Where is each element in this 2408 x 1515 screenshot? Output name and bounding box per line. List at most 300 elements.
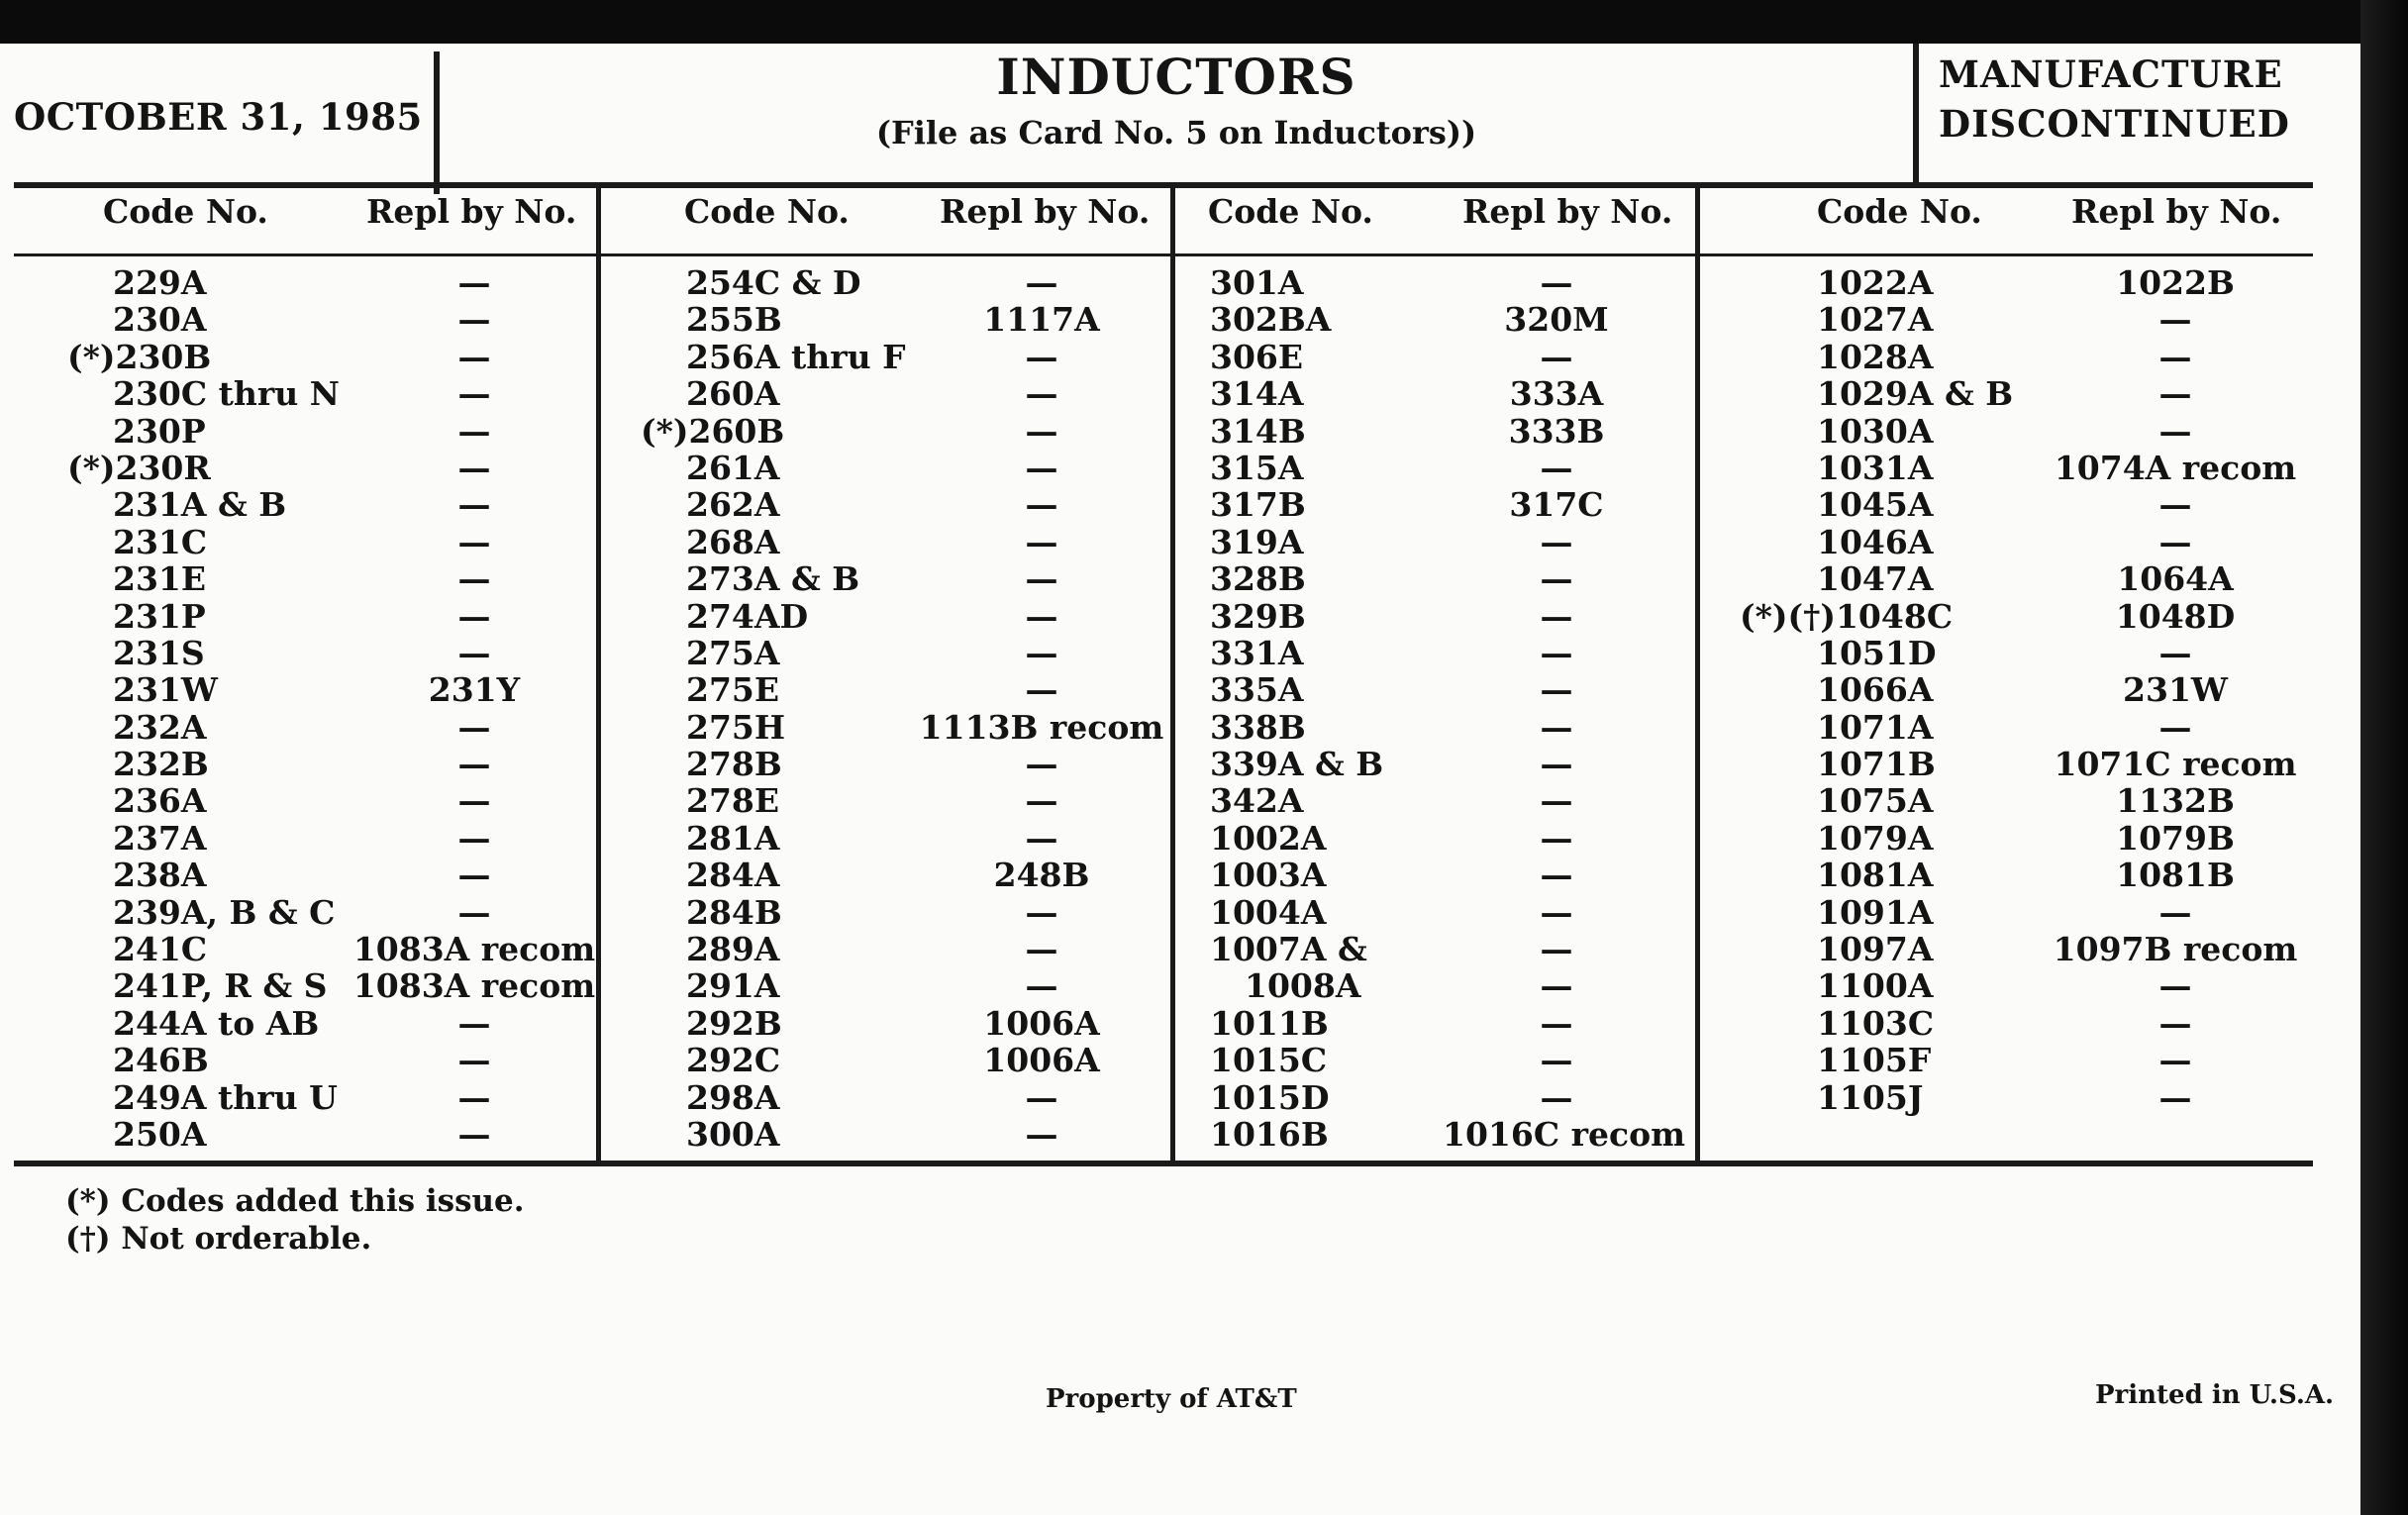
code-cell: 260A	[686, 374, 780, 414]
code-cell: 1031A	[1817, 448, 1934, 487]
code-cell: 254C & D	[686, 263, 861, 302]
code-cell: 1051D	[1817, 633, 1937, 672]
repl-cell: 1006A	[983, 1041, 1100, 1080]
code-cell: 1091A	[1817, 892, 1934, 932]
repl-cell: —	[1540, 1041, 1573, 1080]
table-row	[601, 781, 1170, 821]
table-row	[1700, 263, 2314, 300]
table-row	[1700, 1041, 2314, 1080]
table-row	[601, 930, 1170, 969]
repl-cell: —	[457, 522, 491, 561]
repl-cell: 317C	[1509, 485, 1604, 525]
table-row	[1700, 374, 2314, 414]
table-row	[14, 338, 596, 374]
code-cell: 238A	[113, 856, 207, 895]
code-cell: 314A	[1210, 374, 1304, 414]
repl-cell: —	[2158, 411, 2192, 451]
table-row	[1700, 559, 2314, 599]
repl-cell: 1006A	[983, 1003, 1100, 1043]
code-cell: 250A	[113, 1114, 207, 1154]
code-cell: 232A	[113, 707, 207, 747]
repl-cell: —	[2158, 707, 2192, 747]
table-row	[1700, 300, 2314, 340]
table-row	[1175, 745, 1695, 784]
table-row	[14, 1115, 596, 1152]
code-cell: 1047A	[1817, 559, 1934, 599]
repl-cell: 231Y	[428, 670, 521, 710]
table-row	[601, 819, 1170, 856]
code-cell: (*)(†)1048C	[1740, 596, 1954, 636]
code-cell: 1022A	[1817, 263, 1934, 302]
code-cell: 1066A	[1817, 670, 1934, 710]
code-cell: 335A	[1210, 670, 1304, 710]
repl-cell: —	[1025, 930, 1058, 969]
table-row	[14, 263, 596, 300]
repl-cell: —	[457, 1003, 491, 1043]
repl-cell: 320M	[1504, 300, 1609, 340]
repl-cell: —	[457, 448, 491, 487]
code-cell: 1027A	[1817, 300, 1934, 340]
table-row	[601, 449, 1170, 485]
repl-cell: —	[2158, 522, 2192, 561]
table-bottom-rule	[14, 1161, 2313, 1166]
table-row	[1175, 485, 1695, 525]
repl-cell: —	[1540, 522, 1573, 561]
table-row	[1175, 930, 1695, 969]
repl-cell: —	[457, 1041, 491, 1080]
repl-cell: 1117A	[983, 300, 1100, 340]
repl-cell: —	[1540, 633, 1573, 672]
table-row	[14, 930, 596, 969]
header-divider-right	[1913, 44, 1919, 182]
repl-cell: —	[457, 485, 491, 525]
repl-cell: —	[457, 596, 491, 636]
code-cell: 1097A	[1817, 930, 1934, 969]
table-row	[601, 559, 1170, 599]
repl-cell: —	[1025, 485, 1058, 525]
code-cell: 298A	[686, 1077, 780, 1117]
repl-cell: —	[1025, 966, 1058, 1006]
table-row	[14, 966, 596, 1006]
repl-cell: 231W	[2123, 670, 2228, 710]
repl-cell: —	[1025, 374, 1058, 414]
repl-cell: —	[1540, 818, 1573, 858]
repl-cell: —	[1540, 856, 1573, 895]
code-cell: 229A	[113, 263, 207, 302]
code-cell: 1028A	[1817, 337, 1934, 376]
repl-cell: —	[2158, 966, 2192, 1006]
repl-cell: —	[1025, 781, 1058, 821]
repl-cell: —	[457, 300, 491, 340]
page-subtitle: (File as Card No. 5 on Inductors))	[875, 114, 1477, 152]
repl-cell: —	[1025, 892, 1058, 932]
header-rule	[14, 253, 2313, 256]
table-row	[14, 1078, 596, 1115]
table-row	[14, 300, 596, 340]
repl-cell: —	[457, 374, 491, 414]
table-row	[1175, 781, 1695, 821]
repl-cell: —	[1025, 670, 1058, 710]
code-cell: 1007A &	[1210, 930, 1367, 969]
table-row	[1700, 670, 2314, 710]
repl-cell: 333A	[1509, 374, 1604, 414]
code-cell: 275E	[686, 670, 780, 710]
repl-cell: —	[457, 707, 491, 747]
table-row	[1700, 819, 2314, 856]
code-cell: 1004A	[1210, 892, 1327, 932]
repl-cell: —	[2158, 892, 2192, 932]
table-row	[1700, 893, 2314, 930]
repl-cell: —	[457, 781, 491, 821]
table-row	[601, 374, 1170, 414]
code-cell: 1105J	[1817, 1077, 1924, 1117]
page-title: INDUCTORS	[996, 48, 1356, 106]
status-line-2: DISCONTINUED	[1939, 102, 2290, 146]
repl-cell: —	[1540, 1077, 1573, 1117]
repl-cell: 248B	[993, 856, 1090, 895]
repl-cell: —	[2158, 485, 2192, 525]
repl-cell: —	[457, 411, 491, 451]
code-cell: 230P	[113, 411, 206, 451]
code-cell: 278B	[686, 745, 782, 784]
code-cell: 275H	[686, 707, 786, 747]
repl-cell: —	[1025, 448, 1058, 487]
rows-col-4	[1700, 263, 2314, 1115]
table-top-rule	[14, 182, 2313, 188]
repl-cell: 1079B	[2116, 818, 2235, 858]
code-cell: 1071B	[1817, 745, 1936, 784]
table-row	[601, 263, 1170, 300]
table-row	[1700, 523, 2314, 559]
code-cell: 231W	[113, 670, 218, 710]
repl-cell: —	[1025, 633, 1058, 672]
table-row	[601, 412, 1170, 449]
repl-header: Repl by No.	[940, 192, 1151, 231]
code-cell: 1105F	[1817, 1041, 1932, 1080]
code-cell: 1103C	[1817, 1003, 1935, 1043]
table-row	[1175, 597, 1695, 634]
table-row	[1700, 412, 2314, 449]
code-cell: 274AD	[686, 596, 809, 636]
table-row	[1700, 708, 2314, 745]
code-cell: 315A	[1210, 448, 1304, 487]
table-row	[1700, 856, 2314, 895]
code-cell: 241C	[113, 930, 208, 969]
repl-cell: —	[2158, 633, 2192, 672]
repl-cell: —	[1540, 930, 1573, 969]
table-row	[601, 1004, 1170, 1041]
repl-cell: —	[1025, 559, 1058, 599]
table-row	[1175, 412, 1695, 449]
code-cell: 1016B	[1210, 1114, 1329, 1154]
property-notice: Property of AT&T	[1046, 1384, 1297, 1414]
repl-header: Repl by No.	[366, 192, 577, 231]
table-row	[601, 485, 1170, 525]
table-row	[1700, 1004, 2314, 1041]
table-row	[601, 893, 1170, 930]
repl-cell: 1074A recom	[2054, 448, 2297, 487]
table-row	[14, 597, 596, 634]
repl-cell: —	[457, 856, 491, 895]
table-row	[14, 634, 596, 670]
code-cell: 230C thru N	[113, 374, 340, 414]
code-cell: 284B	[686, 892, 782, 932]
code-cell: 1011B	[1210, 1003, 1329, 1043]
code-cell: 1075A	[1817, 781, 1934, 821]
repl-cell: —	[457, 745, 491, 784]
table-row	[1175, 559, 1695, 599]
code-header: Code No.	[1817, 192, 1982, 231]
code-cell: 328B	[1210, 559, 1306, 599]
repl-cell: —	[1025, 337, 1058, 376]
code-cell: 342A	[1210, 781, 1304, 821]
repl-cell: 1083A recom	[352, 930, 596, 969]
table-row	[1175, 856, 1695, 895]
table-row	[1175, 1041, 1695, 1080]
repl-cell: —	[457, 263, 491, 302]
table-row	[14, 485, 596, 525]
code-cell: 1029A & B	[1817, 374, 2014, 414]
code-cell: 1100A	[1817, 966, 1934, 1006]
table-row	[1175, 966, 1695, 1006]
table-row	[1700, 745, 2314, 784]
code-cell: 232B	[113, 745, 209, 784]
repl-cell: —	[1540, 596, 1573, 636]
code-cell: 331A	[1210, 633, 1304, 672]
table-row	[1175, 263, 1695, 300]
repl-cell: —	[1540, 263, 1573, 302]
code-cell: 231E	[113, 559, 207, 599]
repl-cell: —	[2158, 337, 2192, 376]
code-cell: 230A	[113, 300, 207, 340]
code-cell: 292C	[686, 1041, 781, 1080]
footnote-added: (*) Codes added this issue.	[65, 1183, 525, 1219]
code-cell: 1030A	[1817, 411, 1934, 451]
code-cell: 319A	[1210, 522, 1304, 561]
code-cell: 241P, R & S	[113, 966, 328, 1006]
code-cell: 338B	[1210, 707, 1306, 747]
code-cell: 1003A	[1210, 856, 1327, 895]
table-row	[601, 597, 1170, 634]
issue-date: OCTOBER 31, 1985	[14, 95, 423, 139]
repl-cell: 1022B	[2116, 263, 2235, 302]
repl-cell: 1081B	[2116, 856, 2235, 895]
footnotes	[65, 1182, 525, 1258]
table-row	[14, 856, 596, 895]
code-cell: 237A	[113, 818, 207, 858]
repl-cell: —	[2158, 1041, 2192, 1080]
repl-cell: —	[1025, 1114, 1058, 1154]
repl-cell: —	[1540, 707, 1573, 747]
scan-border	[2360, 0, 2408, 1515]
repl-cell: —	[1025, 263, 1058, 302]
code-cell: 231P	[113, 596, 206, 636]
repl-cell: —	[457, 1077, 491, 1117]
repl-cell: 1132B	[2116, 781, 2235, 821]
code-cell: 317B	[1210, 485, 1306, 525]
table-row	[1700, 781, 2314, 821]
table-row	[1175, 374, 1695, 414]
table-row	[1175, 819, 1695, 856]
code-cell: 291A	[686, 966, 780, 1006]
repl-cell: —	[457, 559, 491, 599]
table-row	[1175, 1004, 1695, 1041]
repl-cell: —	[2158, 300, 2192, 340]
code-cell: 249A thru U	[113, 1077, 338, 1117]
repl-cell: —	[457, 337, 491, 376]
table-row	[14, 559, 596, 599]
code-cell: 1081A	[1817, 856, 1934, 895]
code-cell: 1008A	[1245, 966, 1361, 1006]
repl-cell: 1071C recom	[2054, 745, 2297, 784]
code-cell: 231A & B	[113, 485, 287, 525]
repl-cell: —	[1540, 670, 1573, 710]
code-cell: (*)260B	[641, 411, 785, 451]
code-cell: 261A	[686, 448, 780, 487]
repl-cell: —	[457, 1114, 491, 1154]
code-cell: 300A	[686, 1114, 780, 1154]
code-cell: 306E	[1210, 337, 1304, 376]
table-row	[14, 745, 596, 784]
table-row	[601, 338, 1170, 374]
printed-notice: Printed in U.S.A.	[2095, 1380, 2335, 1410]
repl-cell: 1083A recom	[352, 966, 596, 1006]
table-row	[601, 1115, 1170, 1152]
repl-cell: —	[1025, 745, 1058, 784]
code-cell: 256A thru F	[686, 337, 906, 376]
table-row	[14, 893, 596, 930]
code-cell: 301A	[1210, 263, 1304, 302]
table-row	[601, 670, 1170, 710]
table-row	[1175, 670, 1695, 710]
table-row	[1175, 523, 1695, 559]
code-cell: 268A	[686, 522, 780, 561]
repl-cell: 1064A	[2117, 559, 2234, 599]
repl-cell: —	[457, 892, 491, 932]
code-cell: 1046A	[1817, 522, 1934, 561]
code-cell: 1071A	[1817, 707, 1934, 747]
code-cell: (*)230B	[67, 337, 212, 376]
repl-cell: —	[1025, 1077, 1058, 1117]
code-cell: 302BA	[1210, 300, 1332, 340]
table-row	[1700, 930, 2314, 969]
repl-cell: —	[1540, 448, 1573, 487]
table-row	[1700, 338, 2314, 374]
repl-cell: —	[457, 633, 491, 672]
code-cell: 275A	[686, 633, 780, 672]
code-cell: 281A	[686, 818, 780, 858]
repl-cell: 1016C recom	[1443, 1114, 1686, 1154]
code-cell: 292B	[686, 1003, 782, 1043]
code-header: Code No.	[1208, 192, 1373, 231]
table-row	[601, 856, 1170, 895]
table-row	[1700, 1078, 2314, 1115]
table-row	[1175, 1115, 1695, 1152]
code-cell: 1002A	[1210, 818, 1327, 858]
repl-cell: —	[1540, 781, 1573, 821]
repl-cell: —	[2158, 374, 2192, 414]
repl-cell: 333B	[1508, 411, 1605, 451]
repl-cell: —	[1025, 596, 1058, 636]
table-row	[1175, 634, 1695, 670]
table-row	[601, 708, 1170, 745]
code-cell: 244A to AB	[113, 1003, 320, 1043]
table-row	[1175, 449, 1695, 485]
repl-cell: —	[1540, 559, 1573, 599]
code-header: Code No.	[103, 192, 268, 231]
code-cell: 1015D	[1210, 1077, 1330, 1117]
table-row	[14, 374, 596, 414]
repl-cell: —	[2158, 1077, 2192, 1117]
table-row	[1175, 708, 1695, 745]
code-cell: 239A, B & C	[113, 892, 336, 932]
table-row	[1175, 1078, 1695, 1115]
code-cell: 339A & B	[1210, 745, 1384, 784]
table-row	[601, 1041, 1170, 1080]
table-row	[1700, 449, 2314, 485]
table-row	[601, 745, 1170, 784]
repl-cell: —	[1025, 818, 1058, 858]
code-cell: 278E	[686, 781, 780, 821]
code-cell: 231S	[113, 633, 205, 672]
table-row	[14, 819, 596, 856]
table-row	[1700, 597, 2314, 634]
repl-cell: —	[1540, 966, 1573, 1006]
code-cell: 246B	[113, 1041, 209, 1080]
repl-cell: 1048D	[2115, 596, 2236, 636]
repl-cell: —	[1540, 1003, 1573, 1043]
rows-col-3	[1175, 263, 1695, 1152]
code-cell: 231C	[113, 522, 208, 561]
code-cell: 284A	[686, 856, 780, 895]
repl-cell: 1113B recom	[919, 707, 1164, 747]
code-cell: 273A & B	[686, 559, 860, 599]
repl-cell: —	[1025, 411, 1058, 451]
code-cell: 262A	[686, 485, 780, 525]
code-cell: 329B	[1210, 596, 1306, 636]
table-row	[14, 1004, 596, 1041]
code-header: Code No.	[684, 192, 850, 231]
code-cell: 236A	[113, 781, 207, 821]
table-row	[601, 966, 1170, 1006]
status-line-1: MANUFACTURE	[1939, 52, 2283, 96]
table-row	[1175, 893, 1695, 930]
table-row	[14, 1041, 596, 1080]
repl-cell: —	[1540, 337, 1573, 376]
code-cell: 289A	[686, 930, 780, 969]
footnote-not-orderable: (†) Not orderable.	[65, 1221, 372, 1257]
table-row	[1700, 485, 2314, 525]
table-row	[14, 412, 596, 449]
repl-cell: —	[2158, 1003, 2192, 1043]
code-cell: (*)230R	[67, 448, 211, 487]
table-row	[14, 708, 596, 745]
rows-col-2	[601, 263, 1170, 1152]
code-cell: 1015C	[1210, 1041, 1328, 1080]
table-row	[601, 300, 1170, 340]
table-row	[14, 523, 596, 559]
status-label	[1939, 50, 2290, 149]
table-row	[1175, 338, 1695, 374]
table-row	[1700, 966, 2314, 1006]
repl-cell: —	[1025, 522, 1058, 561]
repl-cell: —	[1540, 892, 1573, 932]
table-row	[601, 1078, 1170, 1115]
table-row	[1175, 300, 1695, 340]
repl-cell: —	[457, 818, 491, 858]
code-cell: 1079A	[1817, 818, 1934, 858]
table-row	[14, 449, 596, 485]
